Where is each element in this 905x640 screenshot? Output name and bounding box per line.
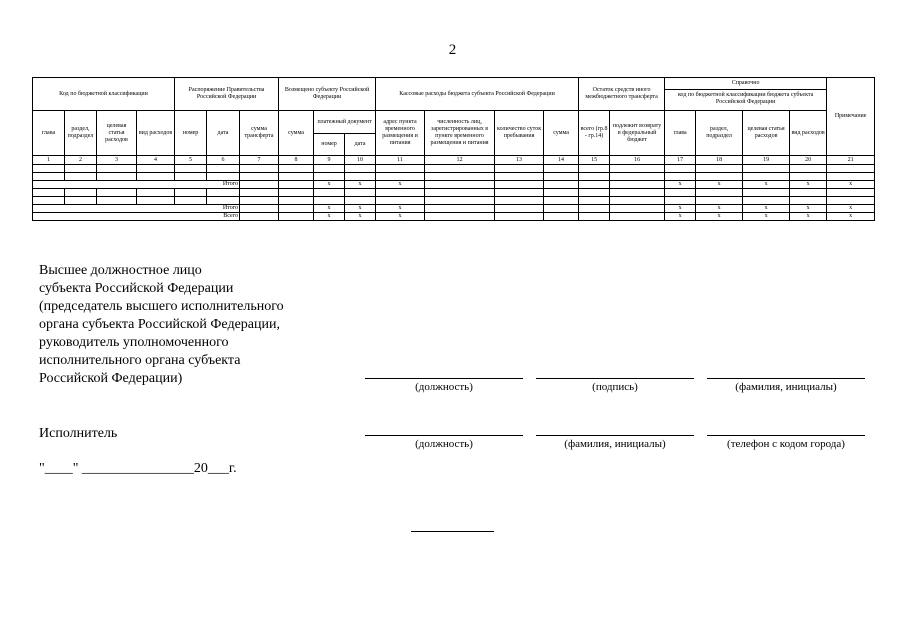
table-cell[interactable] (544, 173, 579, 181)
table-cell[interactable] (743, 165, 790, 173)
table-cell[interactable] (240, 181, 279, 189)
column-number: 12 (425, 156, 495, 165)
table-cell[interactable] (137, 165, 175, 173)
hdr-doc-number: номер (314, 134, 345, 156)
table-cell[interactable] (376, 189, 425, 197)
x-mark-cell: x (827, 205, 875, 213)
caption-position-2: (должность) (415, 438, 473, 450)
signature-line[interactable] (536, 378, 694, 379)
table-cell[interactable] (425, 181, 495, 189)
executor-phone-line[interactable] (707, 435, 865, 436)
table-cell[interactable] (137, 173, 175, 181)
column-number: 8 (279, 156, 314, 165)
table-cell[interactable] (279, 165, 314, 173)
caption-signature: (подпись) (592, 381, 638, 393)
table-cell[interactable] (240, 173, 279, 181)
table-cell[interactable] (827, 197, 875, 205)
x-mark-cell: x (790, 181, 827, 189)
column-number: 2 (65, 156, 97, 165)
table-cell[interactable] (137, 189, 175, 197)
table-row (33, 189, 875, 197)
fio-signature-line[interactable] (707, 378, 865, 379)
table-cell[interactable] (696, 173, 743, 181)
table-cell[interactable] (579, 189, 610, 197)
hdr-target: целевая статья расходов (97, 111, 137, 156)
x-mark-cell: x (696, 205, 743, 213)
table-row (33, 173, 875, 181)
table-cell[interactable] (425, 165, 495, 173)
table-cell[interactable] (544, 213, 579, 221)
official-line: Высшее должностное лицо (39, 263, 202, 278)
hdr-government-order: Распоряжение Правительства Российской Федерации (175, 78, 279, 111)
table-cell[interactable] (314, 173, 345, 181)
hdr-r-section: раздел, подраздел (696, 111, 743, 156)
table-cell[interactable] (279, 181, 314, 189)
table-cell[interactable] (495, 189, 544, 197)
official-line: субъекта Российской Федерации (39, 281, 234, 296)
table-cell[interactable] (207, 189, 240, 197)
end-line (411, 531, 494, 532)
hdr-r-type: вид расходов (790, 111, 827, 156)
table-cell[interactable] (175, 165, 207, 173)
x-mark-cell: x (790, 205, 827, 213)
x-mark-cell: x (743, 181, 790, 189)
table-cell[interactable] (790, 173, 827, 181)
official-line: (председатель высшего исполнительного (39, 299, 284, 314)
hdr-doc-date: дата (345, 134, 376, 156)
table-cell[interactable] (544, 189, 579, 197)
x-mark-cell: x (345, 205, 376, 213)
table-row (33, 213, 875, 221)
table-cell[interactable] (207, 165, 240, 173)
x-mark-cell: x (743, 205, 790, 213)
table-cell[interactable] (827, 173, 875, 181)
table-cell[interactable] (696, 197, 743, 205)
column-number: 17 (665, 156, 696, 165)
table-cell[interactable] (33, 197, 65, 205)
hdr-total-balance: всего (гр.8 - гр.14) (579, 111, 610, 156)
x-mark-cell: x (665, 205, 696, 213)
table-cell[interactable] (97, 189, 137, 197)
table-cell[interactable] (240, 205, 279, 213)
table-cell[interactable] (495, 165, 544, 173)
x-mark-cell: x (376, 181, 425, 189)
hdr-compensation: Возмещено субъекту Российской Федерации (279, 78, 376, 111)
table-cell[interactable] (495, 213, 544, 221)
official-line: Российской Федерации) (39, 371, 183, 386)
table-cell[interactable] (207, 173, 240, 181)
column-number: 5 (175, 156, 207, 165)
column-number: 11 (376, 156, 425, 165)
table-cell[interactable] (376, 165, 425, 173)
table-cell[interactable] (240, 197, 279, 205)
page-number: 2 (448, 42, 457, 58)
table-cell[interactable] (425, 189, 495, 197)
table-cell[interactable] (544, 181, 579, 189)
table-cell[interactable] (175, 197, 207, 205)
table-cell[interactable] (137, 197, 175, 205)
table-cell[interactable] (345, 197, 376, 205)
table-cell[interactable] (279, 213, 314, 221)
table-cell[interactable] (33, 189, 65, 197)
table-cell[interactable] (790, 197, 827, 205)
table-cell[interactable] (610, 213, 665, 221)
official-line: исполнительного органа субъекта (39, 353, 241, 368)
table-cell[interactable] (279, 197, 314, 205)
hdr-reference (665, 78, 827, 111)
table-cell[interactable] (495, 181, 544, 189)
table-cell[interactable] (790, 189, 827, 197)
table-cell[interactable] (544, 165, 579, 173)
table-cell[interactable] (665, 165, 696, 173)
table-cell[interactable] (579, 173, 610, 181)
table-cell[interactable] (610, 173, 665, 181)
table-cell[interactable] (314, 197, 345, 205)
table-cell[interactable] (65, 165, 97, 173)
executor-label: Исполнитель (39, 426, 118, 441)
column-number: 19 (743, 156, 790, 165)
x-mark-cell: x (376, 205, 425, 213)
hdr-reference-title: Справочно (665, 78, 826, 90)
table-cell[interactable] (544, 205, 579, 213)
table-cell[interactable] (665, 173, 696, 181)
table-cell[interactable] (579, 165, 610, 173)
hdr-date: дата (207, 111, 240, 156)
table-cell[interactable] (827, 165, 875, 173)
table-cell[interactable] (495, 173, 544, 181)
hdr-chapter: глава (33, 111, 65, 156)
caption-position: (должность) (415, 381, 473, 393)
total-label: Всего (33, 213, 240, 221)
table-cell[interactable] (579, 181, 610, 189)
date-line[interactable]: "____" ________________20___г. (39, 461, 237, 476)
table-row (33, 165, 875, 173)
hdr-transfer-balance: Остаток средств иного межбюджетного трансферта (579, 78, 665, 111)
table-cell[interactable] (314, 165, 345, 173)
table-cell[interactable] (240, 165, 279, 173)
table-cell[interactable] (610, 181, 665, 189)
table-cell[interactable] (279, 173, 314, 181)
official-line: руководитель уполномоченного (39, 335, 229, 350)
table-cell[interactable] (495, 197, 544, 205)
column-number: 9 (314, 156, 345, 165)
hdr-note: Примечание (827, 78, 875, 156)
x-mark-cell: x (827, 181, 875, 189)
table-cell[interactable] (175, 173, 207, 181)
hdr-number: номер (175, 111, 207, 156)
column-number: 21 (827, 156, 875, 165)
table-cell[interactable] (65, 189, 97, 197)
caption-fio: (фамилия, инициалы) (735, 381, 837, 393)
subtotal-label: Итого (33, 181, 240, 189)
table-cell[interactable] (345, 165, 376, 173)
x-mark-cell: x (314, 181, 345, 189)
column-number: 13 (495, 156, 544, 165)
table-cell[interactable] (665, 197, 696, 205)
column-number: 14 (544, 156, 579, 165)
executor-fio-line[interactable] (536, 435, 694, 436)
column-number: 4 (137, 156, 175, 165)
table-cell[interactable] (790, 165, 827, 173)
official-line: органа субъекта Российской Федерации, (39, 317, 280, 332)
x-mark-cell: x (345, 181, 376, 189)
hdr-expense-type: вид расходов (137, 111, 175, 156)
table-cell[interactable] (743, 197, 790, 205)
table-cell[interactable] (97, 197, 137, 205)
table-cell[interactable] (696, 189, 743, 197)
x-mark-cell: x (827, 213, 875, 221)
table-cell[interactable] (345, 189, 376, 197)
table-cell[interactable] (425, 213, 495, 221)
hdr-section: раздел, подраздел (65, 111, 97, 156)
hdr-cash-expenses: Кассовые расходы бюджета субъекта Российской Федерации (376, 78, 579, 111)
x-mark-cell: x (696, 213, 743, 221)
table-cell[interactable] (610, 189, 665, 197)
x-mark-cell: x (376, 213, 425, 221)
hdr-sum: сумма (279, 111, 314, 156)
x-mark-cell: x (314, 205, 345, 213)
table-cell[interactable] (743, 173, 790, 181)
hdr-address: адрес пункта временного размещения и питания (376, 111, 425, 156)
executor-position-line[interactable] (365, 435, 523, 436)
column-number: 20 (790, 156, 827, 165)
x-mark-cell: x (665, 213, 696, 221)
table-cell[interactable] (376, 197, 425, 205)
table-cell[interactable] (544, 197, 579, 205)
hdr-people: численность лиц, зарегистрированных в пункте временного размещения и питания (425, 111, 495, 156)
caption-phone: (телефон с кодом города) (727, 438, 845, 450)
hdr-refund: подлежит возврату в федеральный бюджет (610, 111, 665, 156)
caption-fio-2: (фамилия, инициалы) (564, 438, 666, 450)
column-number: 3 (97, 156, 137, 165)
table-cell[interactable] (345, 173, 376, 181)
table-cell[interactable] (579, 213, 610, 221)
column-number: 7 (240, 156, 279, 165)
table-cell[interactable] (610, 205, 665, 213)
table-row (33, 197, 875, 205)
table-cell[interactable] (495, 205, 544, 213)
table-row (33, 181, 875, 189)
table-cell[interactable] (579, 205, 610, 213)
table-row (33, 205, 875, 213)
table-cell[interactable] (279, 189, 314, 197)
column-number: 10 (345, 156, 376, 165)
table-cell[interactable] (207, 197, 240, 205)
report-table (32, 77, 875, 221)
table-cell[interactable] (33, 173, 65, 181)
hdr-payment-doc: платежный документ (314, 111, 376, 134)
table-cell[interactable] (376, 173, 425, 181)
hdr-r-target: целевая статья расходов (743, 111, 790, 156)
table-body (33, 165, 875, 221)
table-cell[interactable] (610, 197, 665, 205)
table-cell[interactable] (579, 197, 610, 205)
table-cell[interactable] (425, 197, 495, 205)
x-mark-cell: x (314, 213, 345, 221)
column-number: 16 (610, 156, 665, 165)
x-mark-cell: x (696, 181, 743, 189)
table-cell[interactable] (240, 189, 279, 197)
hdr-transfer-sum: сумма трансферта (240, 111, 279, 156)
hdr-days: количество суток пребывания (495, 111, 544, 156)
table-cell[interactable] (279, 205, 314, 213)
x-mark-cell: x (345, 213, 376, 221)
column-number: 15 (579, 156, 610, 165)
hdr-r-chapter: глава (665, 111, 696, 156)
table-cell[interactable] (97, 173, 137, 181)
table-cell[interactable] (827, 189, 875, 197)
column-number: 6 (207, 156, 240, 165)
table-cell[interactable] (425, 205, 495, 213)
table-cell[interactable] (65, 173, 97, 181)
x-mark-cell: x (790, 213, 827, 221)
table-cell[interactable] (743, 189, 790, 197)
column-number: 1 (33, 156, 65, 165)
table-cell[interactable] (610, 165, 665, 173)
table-cell[interactable] (665, 189, 696, 197)
table-cell[interactable] (314, 189, 345, 197)
hdr-budget-classification: Код по бюджетной классификации (33, 78, 175, 111)
table-cell[interactable] (175, 189, 207, 197)
column-number: 18 (696, 156, 743, 165)
hdr-cash-sum: сумма (544, 111, 579, 156)
table-cell[interactable] (65, 197, 97, 205)
column-number-row (33, 156, 875, 165)
table-cell[interactable] (425, 173, 495, 181)
table-cell[interactable] (33, 165, 65, 173)
subtotal-label: Итого (33, 205, 240, 213)
x-mark-cell: x (743, 213, 790, 221)
hdr-reference-sub: код по бюджетной классификации бюджета субъекта Российской Федерации (677, 92, 814, 105)
position-signature-line[interactable] (365, 378, 523, 379)
table-cell[interactable] (97, 165, 137, 173)
x-mark-cell: x (665, 181, 696, 189)
official-title (39, 262, 284, 388)
table-cell[interactable] (240, 213, 279, 221)
table-cell[interactable] (696, 165, 743, 173)
